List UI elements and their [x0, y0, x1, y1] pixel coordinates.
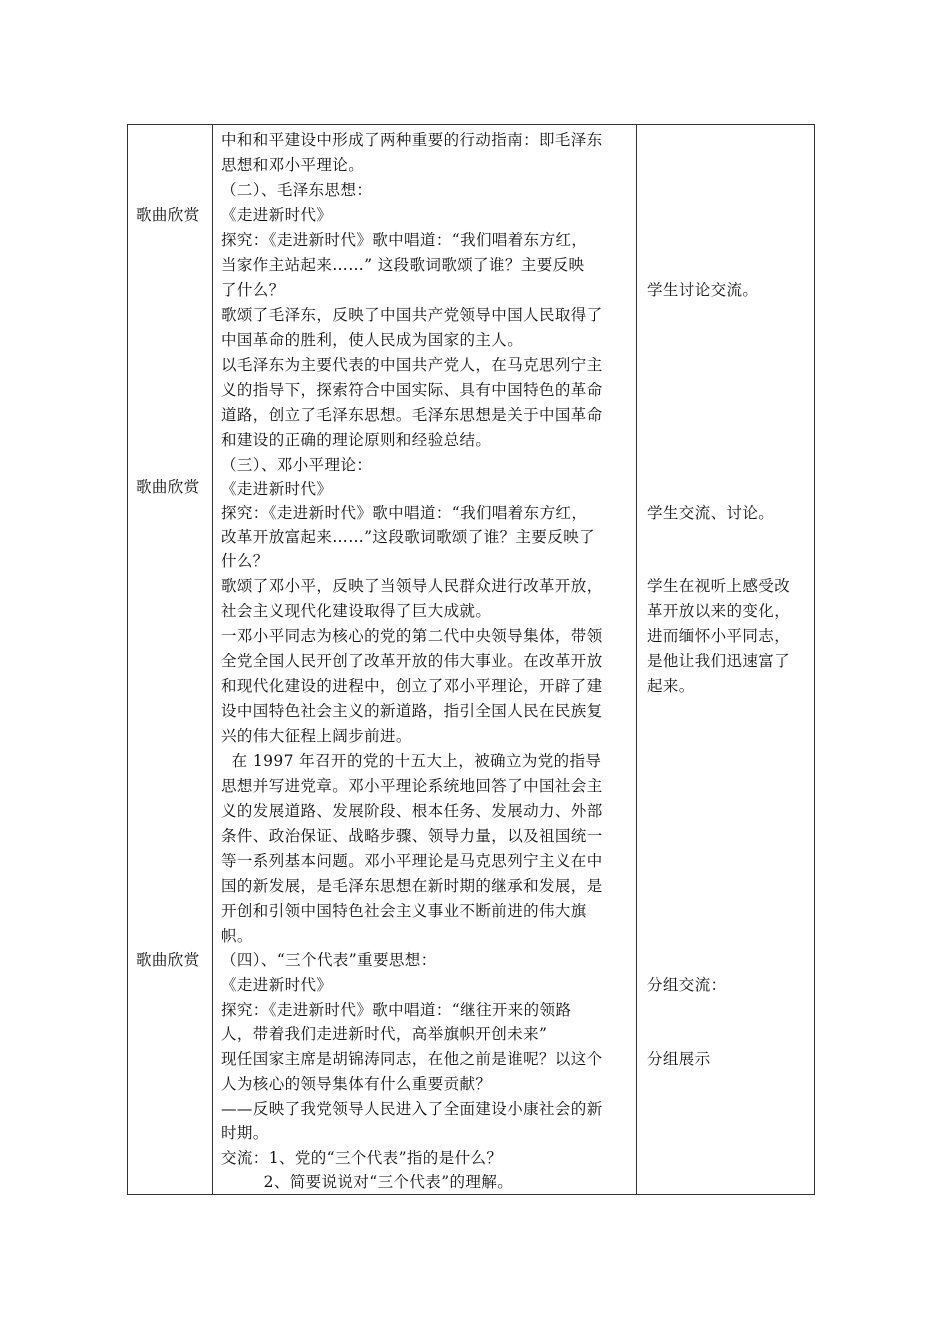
song-title: 《走进新时代》 — [221, 480, 333, 498]
content-line: 探究：《走进新时代》歌中唱道：“我们唱着东方红， — [221, 231, 588, 249]
content-line: 中和和平建设中形成了两种重要的行动指南：即毛泽东 — [221, 131, 603, 149]
content-line: 社会主义现代化建设取得了巨大成就。 — [221, 602, 492, 620]
content-line: 思想并写进党章。邓小平理论系统地回答了中国社会主 — [221, 777, 603, 795]
content-line: 什么？ — [221, 552, 269, 570]
section-heading: （二）、毛泽东思想： — [221, 181, 373, 199]
content-line: 条件、政治保证、战略步骤、领导力量，以及祖国统一 — [221, 827, 603, 845]
content-line: ——反映了我党领导人民进入了全面建设小康社会的新 — [221, 1100, 603, 1118]
content-line: 帜。 — [221, 927, 253, 945]
content-line: 2、简要说说对“三个代表”的理解。 — [221, 1173, 514, 1191]
content-line: 探究：《走进新时代》歌中唱道：“继往开来的领路 — [221, 1001, 572, 1019]
content-line: 歌颂了邓小平，反映了当领导人民群众进行改革开放， — [221, 577, 603, 595]
content-line: 兴的伟大征程上阔步前进。 — [221, 727, 412, 745]
column-divider-left — [212, 125, 213, 1194]
student-activity: 革开放以来的变化， — [647, 602, 791, 620]
content-line: 时期。 — [221, 1124, 269, 1142]
content-line: 歌颂了毛泽东，反映了中国共产党领导中国人民取得了 — [221, 306, 603, 324]
content-line: 义的指导下，探索符合中国实际、具有中国特色的革命 — [221, 381, 603, 399]
content-line: 改革开放富起来……”这段歌词歌颂了谁？主要反映了 — [221, 528, 596, 546]
content-line: 和现代化建设的进程中，创立了邓小平理论，开辟了建 — [221, 677, 603, 695]
student-activity: 学生在视听上感受改 — [647, 577, 791, 595]
column-divider-right — [636, 125, 637, 1194]
content-line: 了什么？ — [221, 281, 285, 299]
content-line: 道路，创立了毛泽东思想。毛泽东思想是关于中国革命 — [221, 406, 603, 424]
content-line: 探究：《走进新时代》歌中唱道：“我们唱着东方红， — [221, 504, 588, 522]
student-activity: 进而缅怀小平同志， — [647, 627, 791, 645]
content-line: 人，带着我们走进新时代，高举旗帜开创未来” — [221, 1025, 548, 1043]
content-line: 人为核心的领导集体有什么重要贡献？ — [221, 1075, 492, 1093]
section-heading: （三）、邓小平理论： — [221, 456, 373, 474]
content-line: 等一系列基本问题。邓小平理论是马克思列宁主义在中 — [221, 852, 603, 870]
content-line: 交流：1、党的“三个代表”指的是什么？ — [221, 1149, 503, 1167]
student-activity: 分组展示 — [647, 1050, 711, 1068]
content-line: 设中国特色社会主义的新道路，指引全国人民在民族复 — [221, 702, 603, 720]
activity-label: 歌曲欣赏 — [136, 206, 200, 224]
song-title: 《走进新时代》 — [221, 976, 333, 994]
content-line: 义的发展道路、发展阶段、根本任务、发展动力、外部 — [221, 802, 603, 820]
content-line: 开创和引领中国特色社会主义事业不断前进的伟大旗 — [221, 902, 587, 920]
content-line: 和建设的正确的理论原则和经验总结。 — [221, 431, 492, 449]
song-title: 《走进新时代》 — [221, 206, 333, 224]
content-line: 现任国家主席是胡锦涛同志，在他之前是谁呢？以这个 — [221, 1050, 603, 1068]
content-line: 全党全国人民开创了改革开放的伟大事业。在改革开放 — [221, 652, 603, 670]
student-activity: 学生交流、讨论。 — [647, 504, 775, 522]
content-line: 一邓小平同志为核心的党的第二代中央领导集体，带领 — [221, 627, 603, 645]
lesson-table — [127, 124, 815, 1195]
student-activity: 学生讨论交流。 — [647, 281, 759, 299]
content-line: 在 1997 年召开的党的十五大上，被确立为党的指导 — [221, 752, 602, 770]
student-activity: 是他让我们迅速富了 — [647, 652, 791, 670]
student-activity: 起来。 — [647, 677, 695, 695]
content-line: 当家作主站起来……” 这段歌词歌颂了谁？主要反映 — [221, 256, 585, 274]
student-activity: 分组交流： — [647, 976, 727, 994]
content-line: 国的新发展，是毛泽东思想在新时期的继承和发展，是 — [221, 877, 603, 895]
section-heading: （四）、“三个代表”重要思想： — [221, 951, 437, 969]
content-line: 中国革命的胜利，使人民成为国家的主人。 — [221, 331, 524, 349]
content-line: 以毛泽东为主要代表的中国共产党人，在马克思列宁主 — [221, 356, 603, 374]
content-line: 思想和邓小平理论。 — [221, 156, 365, 174]
activity-label: 歌曲欣赏 — [136, 478, 200, 496]
activity-label: 歌曲欣赏 — [136, 951, 200, 969]
